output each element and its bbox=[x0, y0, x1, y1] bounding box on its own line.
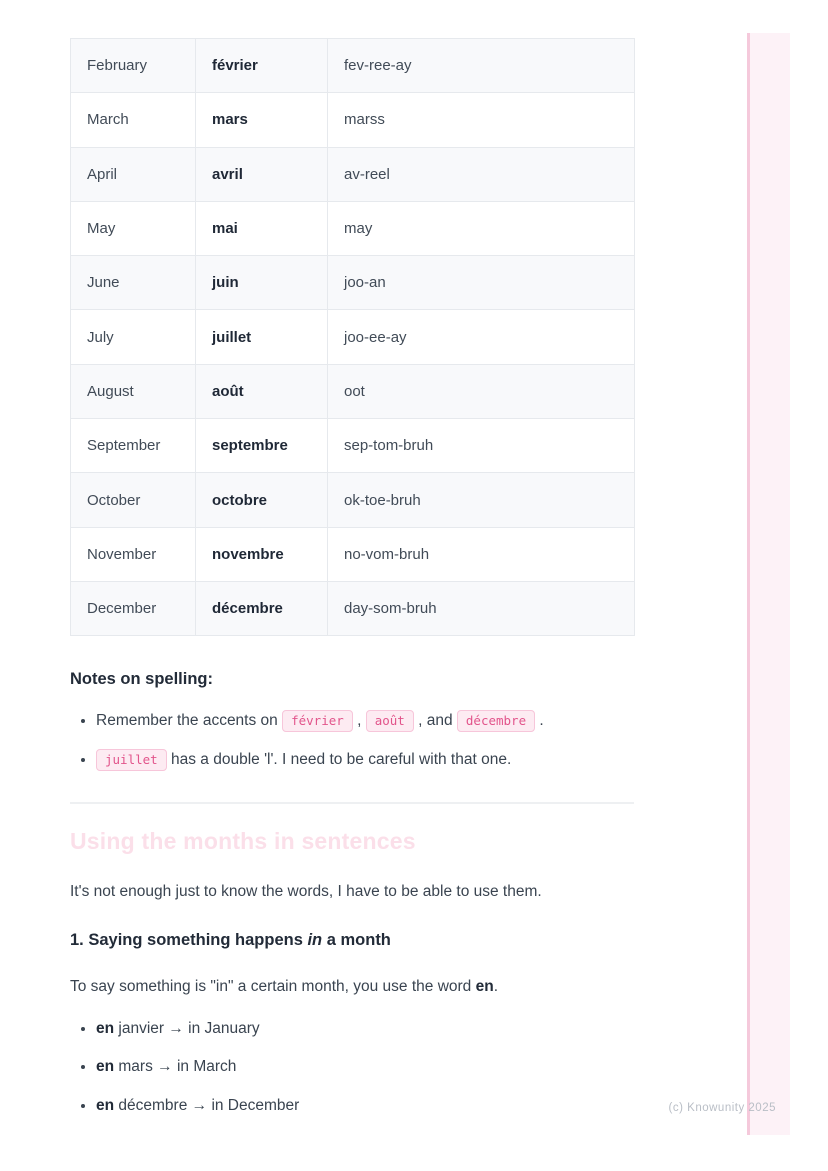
table-row bbox=[71, 310, 635, 364]
table-row bbox=[71, 581, 635, 635]
list-item bbox=[96, 709, 634, 733]
table-row bbox=[71, 527, 635, 581]
month-pronunciation: sep-tom-bruh bbox=[328, 419, 635, 473]
table-row bbox=[71, 364, 635, 418]
month-pronunciation: ok-toe-bruh bbox=[328, 473, 635, 527]
month-pronunciation: oot bbox=[328, 364, 635, 418]
table-row bbox=[71, 93, 635, 147]
month-french: avril bbox=[196, 147, 328, 201]
months-table bbox=[70, 38, 635, 636]
month-english: August bbox=[71, 364, 196, 418]
table-row bbox=[71, 419, 635, 473]
month-french: septembre bbox=[196, 419, 328, 473]
list-item bbox=[96, 1095, 634, 1117]
month-english: April bbox=[71, 147, 196, 201]
explanation-text: . bbox=[493, 977, 499, 995]
note-text: Remember the accents on bbox=[96, 712, 283, 730]
month-pronunciation: marss bbox=[328, 93, 635, 147]
month-french: décembre bbox=[196, 581, 328, 635]
explanation-text: To say something is "in" a certain month, you use the word bbox=[70, 977, 476, 995]
month-french: août bbox=[196, 364, 328, 418]
month-french: mai bbox=[196, 201, 328, 255]
month-pronunciation: joo-ee-ay bbox=[328, 310, 635, 364]
month-french: février bbox=[196, 39, 328, 93]
section-divider bbox=[70, 802, 634, 804]
table-row bbox=[71, 147, 635, 201]
section-heading-watermark: Using the months in sentences bbox=[70, 828, 416, 855]
note-text: , bbox=[352, 712, 366, 730]
example-bold-en: en bbox=[96, 1019, 115, 1037]
sub-heading-text: a month bbox=[322, 930, 391, 949]
month-pronunciation: av-reel bbox=[328, 147, 635, 201]
month-english: March bbox=[71, 93, 196, 147]
list-item bbox=[96, 1018, 634, 1040]
month-french: octobre bbox=[196, 473, 328, 527]
list-item bbox=[96, 748, 634, 772]
sub-heading-text: 1. Saying something happens bbox=[70, 930, 308, 949]
example-bold-en: en bbox=[96, 1097, 115, 1115]
list-item bbox=[96, 1056, 634, 1078]
month-french: novembre bbox=[196, 527, 328, 581]
month-english: June bbox=[71, 256, 196, 310]
table-row bbox=[71, 201, 635, 255]
month-english: May bbox=[71, 201, 196, 255]
month-french: juin bbox=[196, 256, 328, 310]
note-text: , and bbox=[413, 712, 457, 730]
note-text: has a double 'l'. I need to be careful with that one. bbox=[166, 751, 512, 769]
month-french: mars bbox=[196, 93, 328, 147]
month-english: October bbox=[71, 473, 196, 527]
code-badge-fevrier: février bbox=[282, 710, 353, 732]
table-row bbox=[71, 473, 635, 527]
month-english: December bbox=[71, 581, 196, 635]
code-badge-aout: août bbox=[366, 710, 414, 732]
month-pronunciation: day-som-bruh bbox=[328, 581, 635, 635]
explanation-paragraph bbox=[70, 976, 634, 998]
month-french: juillet bbox=[196, 310, 328, 364]
month-pronunciation: no-vom-bruh bbox=[328, 527, 635, 581]
month-english: November bbox=[71, 527, 196, 581]
copyright-notice: (c) Knowunity 2025 bbox=[668, 1102, 776, 1114]
sub-heading bbox=[70, 931, 634, 950]
spelling-notes-list bbox=[70, 709, 634, 772]
example-bold-en: en bbox=[96, 1058, 115, 1076]
notes-heading: Notes on spelling: bbox=[70, 670, 214, 689]
note-text: . bbox=[535, 712, 544, 730]
explanation-bold-en: en bbox=[475, 977, 494, 995]
month-pronunciation: may bbox=[328, 201, 635, 255]
examples-list bbox=[70, 1018, 634, 1117]
page-content bbox=[70, 38, 634, 1134]
code-badge-juillet: juillet bbox=[96, 749, 167, 771]
table-row bbox=[71, 256, 635, 310]
month-pronunciation: joo-an bbox=[328, 256, 635, 310]
code-badge-decembre: décembre bbox=[457, 710, 535, 732]
page-edge-line bbox=[747, 33, 750, 1135]
month-english: February bbox=[71, 39, 196, 93]
table-row bbox=[71, 39, 635, 93]
example-text: mars → in March bbox=[114, 1058, 237, 1076]
intro-paragraph: It's not enough just to know the words, I have to be able to use them. bbox=[70, 883, 542, 901]
example-text: décembre → in December bbox=[114, 1097, 300, 1115]
example-text: janvier → in January bbox=[114, 1019, 260, 1037]
month-english: July bbox=[71, 310, 196, 364]
page-edge-band bbox=[750, 33, 790, 1135]
month-english: September bbox=[71, 419, 196, 473]
sub-heading-italic: in bbox=[307, 930, 323, 949]
month-pronunciation: fev-ree-ay bbox=[328, 39, 635, 93]
